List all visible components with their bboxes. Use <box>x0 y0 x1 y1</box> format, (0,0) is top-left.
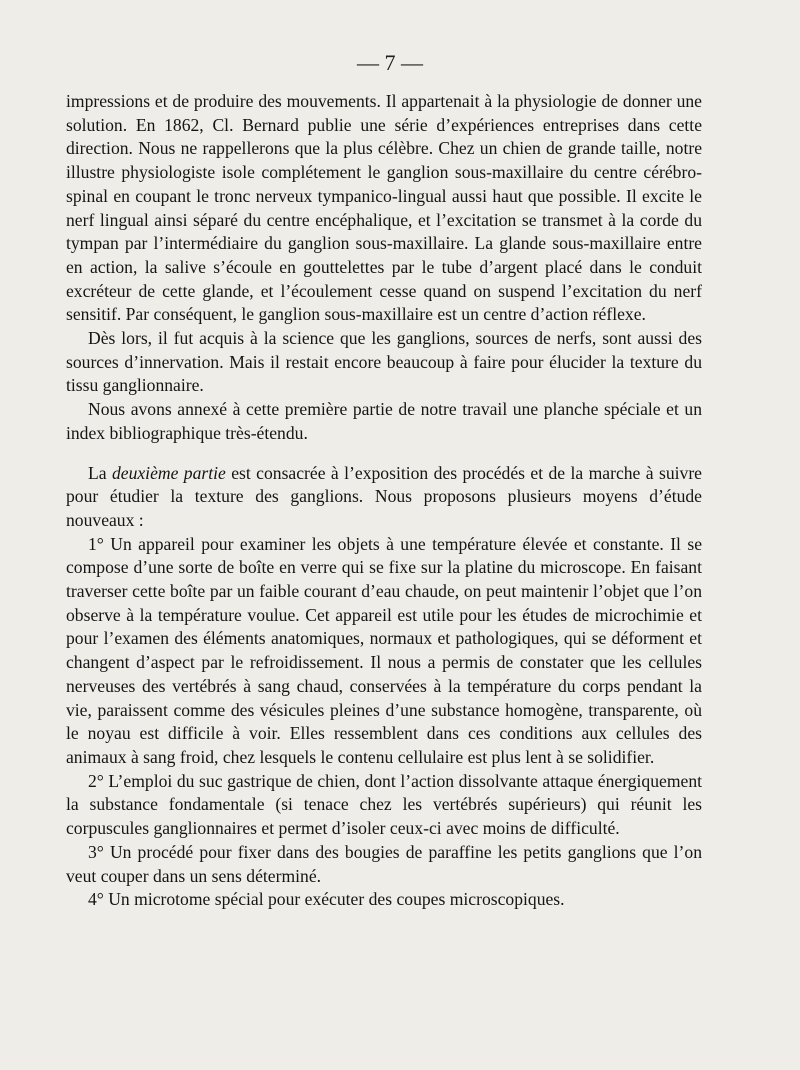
list-item: 2° L’emploi du suc gastrique de chien, dont l’action dissolvante attaque énergiquement la substance fondamentale (si tenace chez les vertébrés supérieurs) qui réunit les corpuscules ganglionnaires et permet d’isoler ceux-ci avec moins de difficulté. <box>66 770 702 839</box>
paragraph-section-two <box>66 462 702 533</box>
body-text <box>66 90 702 912</box>
section-two-emphasis: deuxième partie <box>111 462 226 483</box>
paragraph: Dès lors, il fut acquis à la science que les ganglions, sources de nerfs, sont aussi des sources d’innervation. Mais il restait encore beaucoup à faire pour élucider la texture du tissu ganglionnaire. <box>66 328 702 396</box>
paragraph-continuation: impressions et de produire des mouvements. Il appartenait à la physiologie de donner une solution. En 1862, Cl. Bernard publie une série d’expériences entreprises dans cette direction. Nous ne rappellerons que la plus célèbre. Chez un chien de grande taille, notre illustre physiologiste isole complétement le ganglion sous-maxillaire du centre cérébro-spinal en coupant le tronc nerveux tympanico-lingual aussi haut que possible. Il excite le nerf lingual ainsi séparé du centre encéphalique, et l’excitation se transmet à la corde du tympan par l’intermédiaire du ganglion sous-maxillaire. La glande sous-maxillaire entre en action, la salive s’écoule en gouttelettes par le tube d’argent placé dans le conduit excréteur de cette glande, et l’écoulement cesse quand on suspend l’excitation du nerf sensitif. Par conséquent, le ganglion sous-maxillaire est un centre d’action réflexe. <box>66 91 702 325</box>
section-two-prefix: La <box>88 462 112 483</box>
list-item: 4° Un microtome spécial pour exécuter des coupes microscopiques. <box>88 889 565 910</box>
page-number: — 7 — <box>357 50 423 75</box>
list-item: 3° Un procédé pour fixer dans des bougies de paraffine les petits ganglions que l’on veut couper dans un sens déterminé. <box>66 841 702 886</box>
list-item: 1° Un appareil pour examiner les objets à une température élevée et constante. Il se compose d’une sorte de boîte en verre qui se fixe sur la platine du microscope. En faisant traverser cette boîte par un faible courant d’eau chaude, on peut maintenir l’objet que l’on observe à la température voulue. Cet appareil est utile pour les études de microchimie et pour l’examen des éléments anatomiques, normaux et pathologiques, qui se déforment et changent d’aspect par le refroidissement. Il nous a permis de constater que les cellules nerveuses des vertébrés à sang chaud, conservées à la température du corps pendant la vie, paraissent comme des vésicules pleines d’une substance homogène, transparente, où le noyau est difficile à voir. Elles ressemblent dans ces conditions aux cellules des animaux à sang froid, chez lesquels le contenu cellulaire est plus lent à se solidifier. <box>66 533 702 767</box>
paragraph: Nous avons annexé à cette première partie de notre travail une planche spéciale et un index bibliographique très-étendu. <box>66 399 702 443</box>
section-two-rest: est consacrée à l’exposition des procédés et de la marche à suivre pour étudier la texture des ganglions. Nous proposons plusieurs moyens d’étude nouveaux : <box>66 462 702 530</box>
